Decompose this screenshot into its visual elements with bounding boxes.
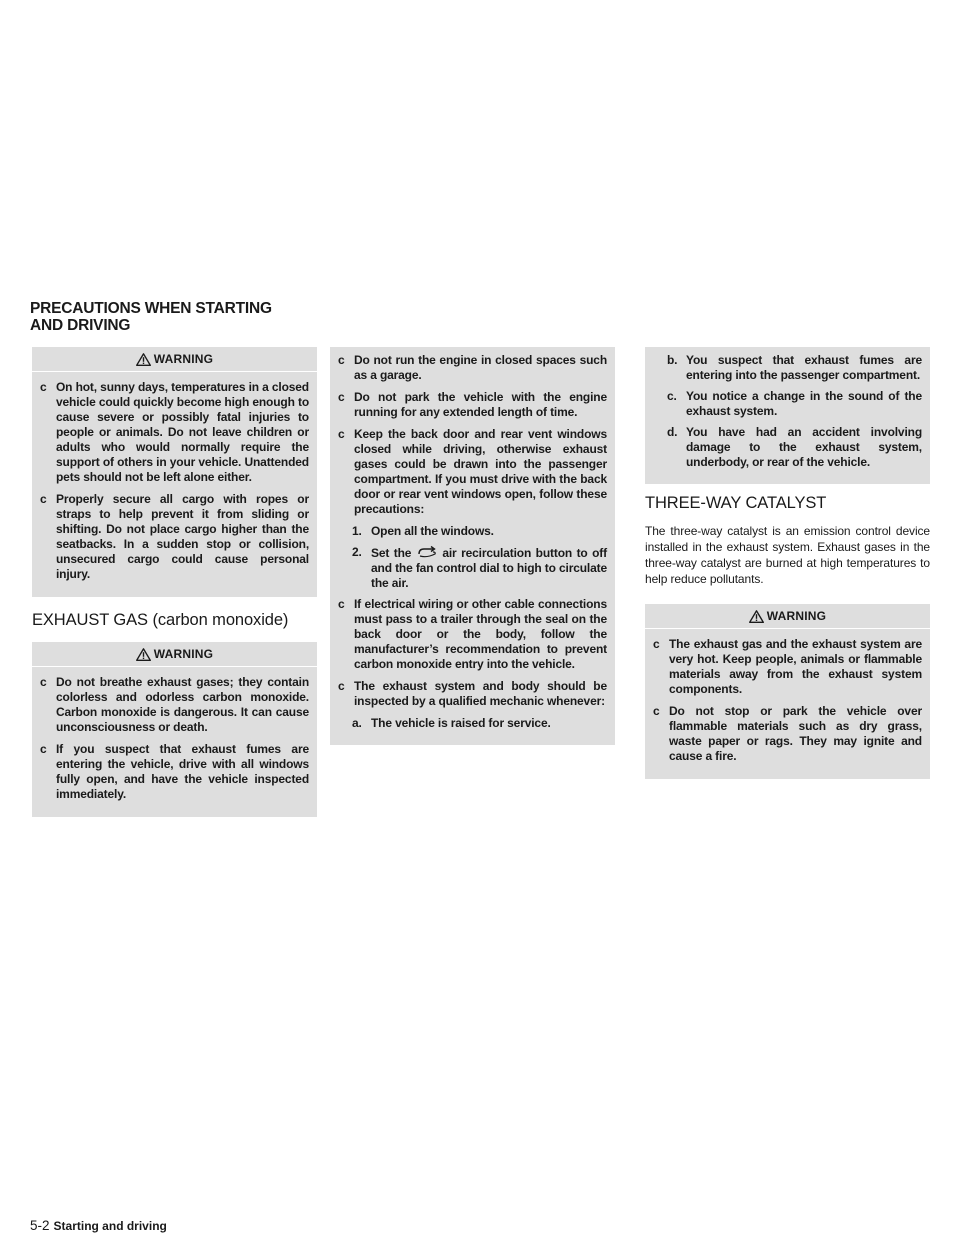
- list-item: [40, 492, 309, 582]
- list-item: [338, 390, 607, 420]
- warning-box-continued-2: [645, 347, 930, 484]
- bullet-marker: c: [653, 704, 660, 718]
- warning-header: [32, 642, 317, 667]
- item-text: You suspect that exhaust fumes are entering into the passenger compartment.: [686, 353, 922, 382]
- page-number: 5-2: [30, 1218, 50, 1233]
- bullet-marker: c: [40, 675, 47, 689]
- list-item-text: Do not run the engine in closed spaces such as a garage.: [354, 353, 607, 382]
- warning-box-continued: [330, 347, 615, 745]
- bullet-marker: c: [338, 427, 345, 441]
- item-text: You notice a change in the sound of the exhaust system.: [686, 389, 922, 418]
- section-title-line-2: AND DRIVING: [30, 317, 131, 334]
- list-item: [338, 353, 607, 383]
- step-number: 2.: [352, 545, 362, 559]
- list-item: [40, 380, 309, 485]
- list-item-text: If electrical wiring or other cable connections must pass to a trailer through the seal on the back door or the body, follow the manufacturer’s recommendation to prevent carbon monoxide entry into the vehicle.: [354, 597, 607, 671]
- list-item-text: Do not park the vehicle with the engine running for any extended length of time.: [354, 390, 607, 419]
- section-title-line-1: PRECAUTIONS WHEN STARTING: [30, 300, 272, 317]
- list-item: [653, 704, 922, 764]
- warning-triangle-icon: [136, 648, 151, 661]
- chapter-label: Starting and driving: [53, 1219, 167, 1233]
- warning-triangle-icon: [749, 610, 764, 623]
- step-text-post: air recirculation button to off and the fan control dial to high to circulate the air.: [371, 546, 607, 590]
- list-item-text: If you suspect that exhaust fumes are entering the vehicle, drive with all windows fully open, and have the vehicle inspected immediately.: [56, 742, 309, 801]
- heading-exhaust-gas: EXHAUST GAS (carbon monoxide): [32, 611, 289, 629]
- list-item: [40, 675, 309, 735]
- item-text: You have had an accident involving damage to the exhaust system, underbody, or rear of the vehicle.: [686, 425, 922, 469]
- item-text: The vehicle is raised for service.: [371, 716, 551, 730]
- bullet-marker: c: [40, 492, 47, 506]
- bullet-marker: c: [338, 597, 345, 611]
- item-letter: d.: [667, 425, 678, 439]
- step-number: 1.: [352, 524, 362, 538]
- item-letter: b.: [667, 353, 678, 367]
- list-item-text: Do not breathe exhaust gases; they contain colorless and odorless carbon monoxide. Carbon monoxide is dangerous. It can cause unconsciousness or death.: [56, 675, 309, 734]
- list-item-text: Properly secure all cargo with ropes or straps to help prevent it from sliding or shifting. Do not place cargo higher than the seatbacks. In a sudden stop or collision, unsecured cargo could cause personal injury.: [56, 492, 309, 581]
- warning-box-catalyst: [645, 604, 930, 779]
- list-item-text: The exhaust system and body should be inspected by a qualified mechanic whenever:: [354, 679, 607, 708]
- warning-header: [32, 347, 317, 372]
- warning-label: WARNING: [153, 647, 214, 661]
- list-item: [338, 597, 607, 672]
- column-1: [32, 347, 317, 817]
- lettered-item: [653, 389, 922, 419]
- heading-three-way-catalyst: THREE-WAY CATALYST: [645, 494, 827, 512]
- list-item: [338, 679, 607, 709]
- column-3: [645, 347, 930, 779]
- bullet-marker: c: [40, 742, 47, 756]
- list-item-text: Keep the back door and rear vent windows closed while driving, otherwise exhaust gases could be drawn into the passenger compartment. If you must drive with the back door or rear vent windows open, follow these precautions:: [354, 427, 607, 516]
- warning-label: WARNING: [153, 352, 214, 366]
- list-item-text: On hot, sunny days, temperatures in a closed vehicle could quickly become high enough to cause severe or possibly fatal injuries to people or animals. Do not leave children or adults who would normally require the support of others in your vehicle. Unattended pets should not be left alone either.: [56, 380, 309, 484]
- column-2: [330, 347, 615, 745]
- step-text-pre: Set the: [371, 546, 412, 560]
- section-title: [30, 300, 330, 334]
- list-item-text: The exhaust gas and the exhaust system are very hot. Keep people, animals or flammable materials away from the exhaust system components.: [669, 637, 922, 696]
- page-footer: [30, 1218, 167, 1233]
- item-letter: c.: [667, 389, 677, 403]
- list-item: [40, 742, 309, 802]
- item-letter: a.: [352, 716, 362, 730]
- warning-box-exhaust: [32, 642, 317, 817]
- air-recirculation-icon: [416, 545, 438, 559]
- step-text: Open all the windows.: [371, 524, 494, 538]
- bullet-marker: c: [338, 679, 345, 693]
- list-item: [338, 427, 607, 517]
- warning-header: [645, 604, 930, 629]
- warning-triangle-icon: [136, 353, 151, 366]
- warning-label: WARNING: [766, 609, 827, 623]
- bullet-marker: c: [338, 353, 345, 367]
- lettered-item: [653, 353, 922, 383]
- numbered-step: [338, 524, 607, 539]
- lettered-item: [653, 425, 922, 470]
- numbered-step: [338, 545, 607, 591]
- bullet-marker: c: [338, 390, 345, 404]
- list-item-text: Do not stop or park the vehicle over flammable materials such as dry grass, waste paper or rags. They may ignite and cause a fire.: [669, 704, 922, 763]
- bullet-marker: c: [40, 380, 47, 394]
- list-item: [653, 637, 922, 697]
- warning-box-cargo: [32, 347, 317, 597]
- catalyst-paragraph: The three-way catalyst is an emission control device installed in the exhaust system. Exhaust gases in the three-way catalyst are burned at high temperatures to help reduce pollutants.: [645, 524, 930, 586]
- lettered-item: [338, 716, 607, 731]
- bullet-marker: c: [653, 637, 660, 651]
